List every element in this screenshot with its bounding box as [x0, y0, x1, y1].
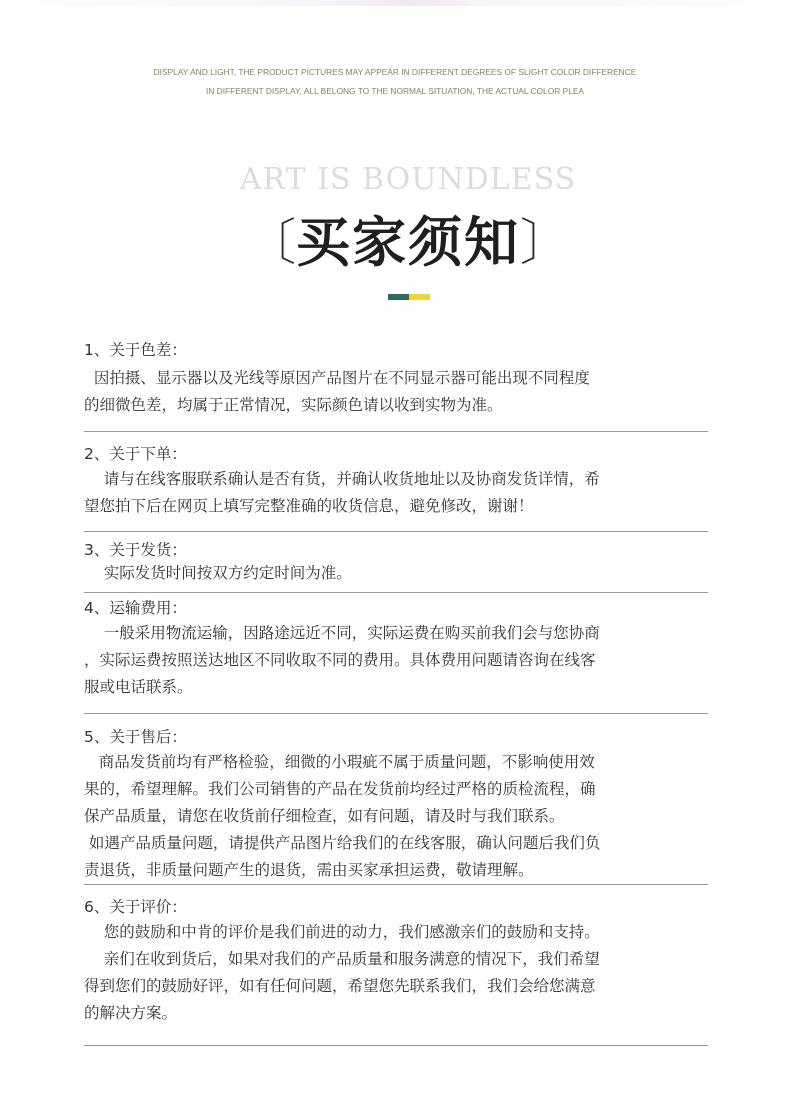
section-title: 3、关于发货： — [84, 541, 187, 559]
title-text: 买家须知 — [296, 210, 520, 274]
section-after-sales — [84, 727, 708, 884]
section-title: 5、关于售后： — [84, 728, 187, 746]
section-color-difference — [84, 340, 708, 419]
disclaimer-line-1: DISPLAY AND LIGHT, THE PRODUCT PICTURES MAY APPEAR IN DIFFERENT DEGREES OF SLIGHT COLOR DIFFERENCE — [153, 67, 637, 77]
body-line: 您的鼓励和中肯的评价是我们前进的动力，我们感激亲们的鼓励和支持。 — [84, 923, 600, 941]
body-line: 因拍摄、显示器以及光线等原因产品图片在不同显示器可能出现不同程度 — [84, 369, 590, 387]
body-line: 望您拍下后在网页上填写完整准确的收货信息，避免修改，谢谢！ — [84, 497, 534, 515]
accent-bar-green — [388, 294, 409, 300]
page-title — [0, 200, 790, 277]
body-line: 商品发货前均有严格检验，细微的小瑕疵不属于质量问题，不影响使用效 — [84, 753, 595, 771]
section-body — [84, 620, 708, 701]
body-line: 果的，希望理解。我们公司销售的产品在发货前均经过严格的质检流程，确 — [84, 780, 596, 798]
section-body — [84, 749, 708, 884]
body-line: 实际发货时间按双方约定时间为准。 — [84, 564, 352, 582]
body-line: 责退货，非质量问题产生的退货，需由买家承担运费，敬请理解。 — [84, 861, 534, 879]
body-line: 如遇产品质量问题，请提供产品图片给我们的在线客服，确认问题后我们负 — [84, 834, 601, 852]
section-divider — [84, 713, 708, 714]
section-body — [84, 919, 708, 1027]
section-divider — [84, 431, 708, 432]
section-divider — [84, 1045, 708, 1046]
section-body — [84, 560, 708, 587]
title-bracket-close: 〕 — [520, 213, 570, 272]
section-shipping — [84, 540, 708, 587]
body-line: 得到您们的鼓励好评，如有任何问题，希望您先联系我们，我们会给您满意 — [84, 977, 596, 995]
section-ordering — [84, 444, 708, 520]
section-title: 1、关于色差： — [84, 341, 187, 359]
top-decor-strip — [0, 0, 790, 6]
section-reviews — [84, 897, 708, 1027]
section-freight — [84, 598, 708, 701]
body-line: 保产品质量，请您在收货前仔细检查，如有问题，请及时与我们联系。 — [84, 807, 565, 825]
section-divider — [84, 884, 708, 885]
section-title: 4、运输费用： — [84, 599, 187, 617]
art-is-boundless-heading: ART IS BOUNDLESS — [239, 162, 577, 197]
body-line: 服或电话联系。 — [84, 678, 193, 696]
title-bracket-open: 〔 — [246, 213, 296, 272]
body-line: 的解决方案。 — [84, 1004, 178, 1022]
accent-bar-yellow — [409, 294, 430, 300]
body-line: 亲们在收到货后，如果对我们的产品质量和服务满意的情况下，我们希望 — [84, 950, 600, 968]
body-line: 请与在线客服联系确认是否有货，并确认收货地址以及协商发货详情，希 — [84, 470, 600, 488]
body-line: 一般采用物流运输，因路途远近不同，实际运费在购买前我们会与您协商 — [84, 624, 600, 642]
section-body — [84, 466, 708, 520]
section-title: 2、关于下单： — [84, 445, 187, 463]
section-body — [84, 365, 708, 419]
section-divider — [84, 592, 708, 593]
section-title: 6、关于评价： — [84, 898, 187, 916]
body-line: 的细微色差，均属于正常情况，实际颜色请以收到实物为准。 — [84, 396, 503, 414]
section-divider — [84, 531, 708, 532]
body-line: ，实际运费按照送达地区不同收取不同的费用。具体费用问题请咨询在线客 — [84, 651, 596, 669]
disclaimer-line-2: IN DIFFERENT DISPLAY, ALL BELONG TO THE NORMAL SITUATION, THE ACTUAL COLOR PLEA — [205, 86, 585, 96]
